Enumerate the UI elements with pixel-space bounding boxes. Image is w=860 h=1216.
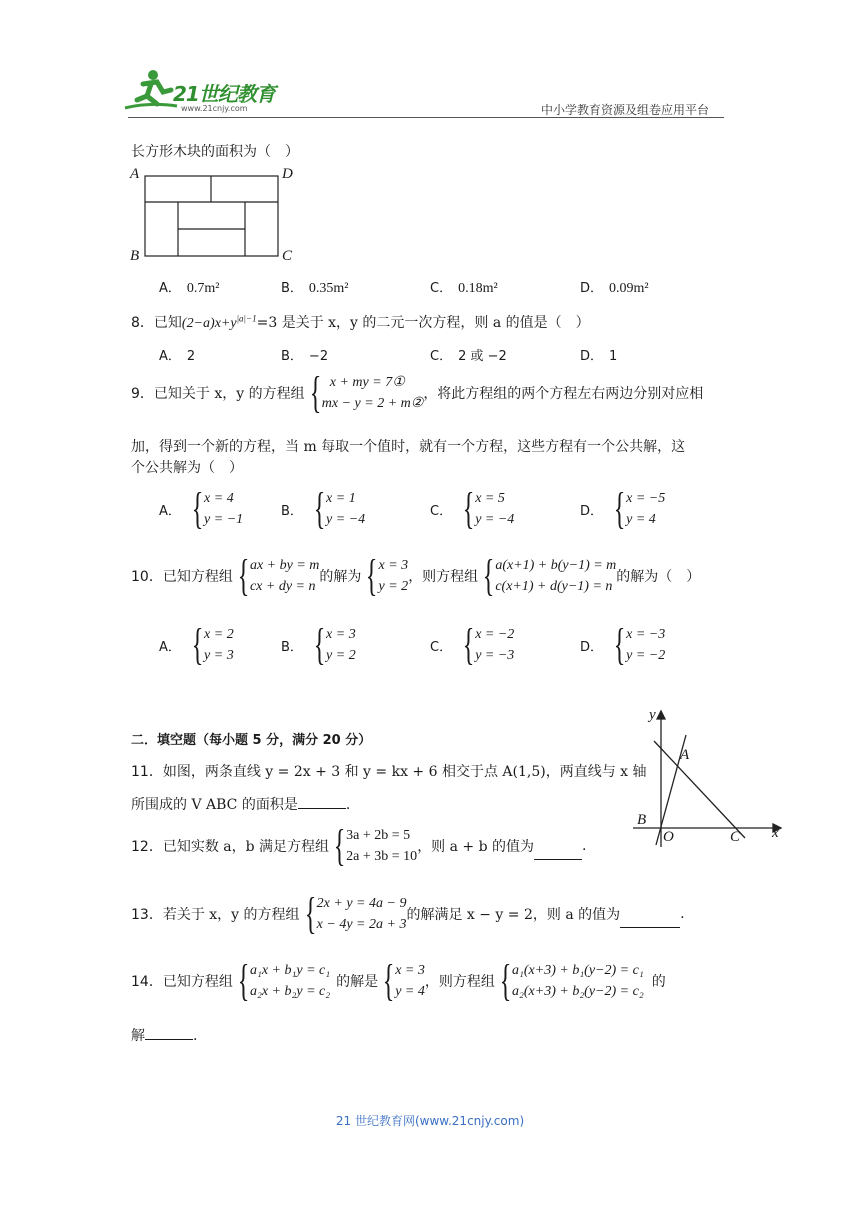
option-b[interactable]: B． { x = 1 y = −4 xyxy=(281,484,366,533)
q14-solution: { x = 3 y = 4 xyxy=(382,956,425,1005)
graph-c-label: C xyxy=(730,829,741,845)
q13-system: { 2x + y = 4a − 9 x − 4y = 2a + 3 xyxy=(304,889,407,938)
logo-url: www.21cnjy.com xyxy=(181,104,248,113)
option-a[interactable]: A． 2 xyxy=(159,349,196,364)
q11-stem-line1: 11．如图，两条直线 y = 2x + 3 和 y = kx + 6 相交于点 A(1,5)，两直线与 x 轴 xyxy=(131,764,647,780)
q14-stem: 14． 已知方程组 { a₁x + b₁y = c₁ a₂x + b₂y = c₂ 的解是 { x = 3 y = 4 ，则方程组 { a₁(x+3) + b₁(y−2) = c₁ a₂(x+3) + b₂(y−2) = c₂ 的 xyxy=(131,956,666,1005)
q12-system: { 3a + 2b = 5 2a + 3b = 10 xyxy=(333,821,418,870)
q12-answer-blank[interactable] xyxy=(534,846,582,860)
q9-stem-line2: 加，得到一个新的方程，当 m 每取一个值时，就有一个方程，这些方程有一个公共解，这 xyxy=(131,439,686,455)
q11-stem-line2: 所围成的 V ABC 的面积是 . xyxy=(131,797,351,813)
runner-logo-icon xyxy=(123,66,179,114)
logo-text: 21世纪教育 xyxy=(173,82,275,106)
q8-stem: 8．已知$(2-a)x+y^{|a|-1}=3$ 是关于 x，y 的二元一次方程，则 a 的值是（ ） xyxy=(131,313,590,331)
header-platform: 中小学教育资源及组卷应用平台 xyxy=(541,103,710,117)
option-d[interactable]: D． { x = −3 y = −2 xyxy=(580,620,666,669)
q13-answer-blank[interactable] xyxy=(620,914,680,928)
q10-solution: { x = 3 y = 2 xyxy=(366,551,409,600)
graph-x-label: x xyxy=(772,825,779,841)
option-a[interactable]: A． { x = 2 y = 3 xyxy=(159,620,234,669)
q12-stem: 12． 已知实数 a，b 满足方程组 { 3a + 2b = 5 2a + 3b = 10 ，则 a + b 的值为 . xyxy=(131,821,587,870)
graph-o-label: O xyxy=(663,829,674,845)
fig-label-d: D xyxy=(282,166,293,182)
graph-y-label: y xyxy=(649,707,656,723)
footer-link[interactable]: 21 世纪教育网(www.21cnjy.com) xyxy=(335,1114,525,1128)
fig-label-a: A xyxy=(130,166,140,182)
q10-stem: 10． 已知方程组 { ax + by = m cx + dy = n 的解为 { x = 3 y = 2 ，则方程组 { a(x+1) + b(y−1) = m c(x+1) + d(y−1) = n 的解为（ ） xyxy=(131,551,701,600)
q7-stem: 长方形木块的面积为（ ） xyxy=(131,144,299,160)
option-d[interactable]: D． 0.09m² xyxy=(580,281,649,296)
option-b[interactable]: B． { x = 3 y = 2 xyxy=(281,620,356,669)
option-c[interactable]: C． { x = 5 y = −4 xyxy=(430,484,515,533)
option-d[interactable]: D． 1 xyxy=(580,349,618,364)
fig-label-c: C xyxy=(282,248,293,264)
q9-system: { x + my = 7① mx − y = 2 + m② xyxy=(309,368,424,417)
option-b[interactable]: B． −2 xyxy=(281,349,329,364)
option-c[interactable]: C． 0.18m² xyxy=(430,281,498,296)
q14-system-1: { a₁x + b₁y = c₁ a₂x + b₂y = c₂ xyxy=(237,956,331,1005)
graph-a-label: A xyxy=(680,747,690,763)
q7-figure xyxy=(128,164,298,268)
option-d[interactable]: D． { x = −5 y = 4 xyxy=(580,484,666,533)
q14-system-2: { a₁(x+3) + b₁(y−2) = c₁ a₂(x+3) + b₂(y−2) = c₂ xyxy=(499,956,644,1005)
q13-stem: 13． 若关于 x，y 的方程组 { 2x + y = 4a − 9 x − 4y = 2a + 3 的解满足 x − y = 2，则 a 的值为 . xyxy=(131,889,685,938)
section-title: 二．填空题（每小题 5 分，满分 20 分） xyxy=(131,733,372,748)
option-b[interactable]: B． 0.35m² xyxy=(281,281,349,296)
graph-b-label: B xyxy=(637,812,647,828)
header-logo xyxy=(123,66,293,114)
fig-label-b: B xyxy=(130,248,140,264)
q10-system-1: { ax + by = m cx + dy = n xyxy=(237,551,320,600)
q11-graph xyxy=(628,705,788,855)
q11-answer-blank[interactable] xyxy=(298,795,346,809)
option-c[interactable]: C． 2 或 −2 xyxy=(430,349,507,364)
q14-stem-line2: 解 . xyxy=(131,1028,198,1044)
q10-system-2: { a(x+1) + b(y−1) = m c(x+1) + d(y−1) = n xyxy=(482,551,617,600)
option-a[interactable]: A． { x = 4 y = −1 xyxy=(159,484,244,533)
q9-stem-line1: 9． 已知关于 x，y 的方程组 { x + my = 7① mx − y = 2 + m② ，将此方程组的两个方程左右两边分别对应相 xyxy=(131,368,704,417)
option-c[interactable]: C． { x = −2 y = −3 xyxy=(430,620,515,669)
q9-stem-line3: 个公共解为（ ） xyxy=(131,460,243,476)
q14-answer-blank[interactable] xyxy=(145,1026,193,1040)
option-a[interactable]: A． 0.7m² xyxy=(159,281,220,296)
header-rule xyxy=(128,117,724,118)
